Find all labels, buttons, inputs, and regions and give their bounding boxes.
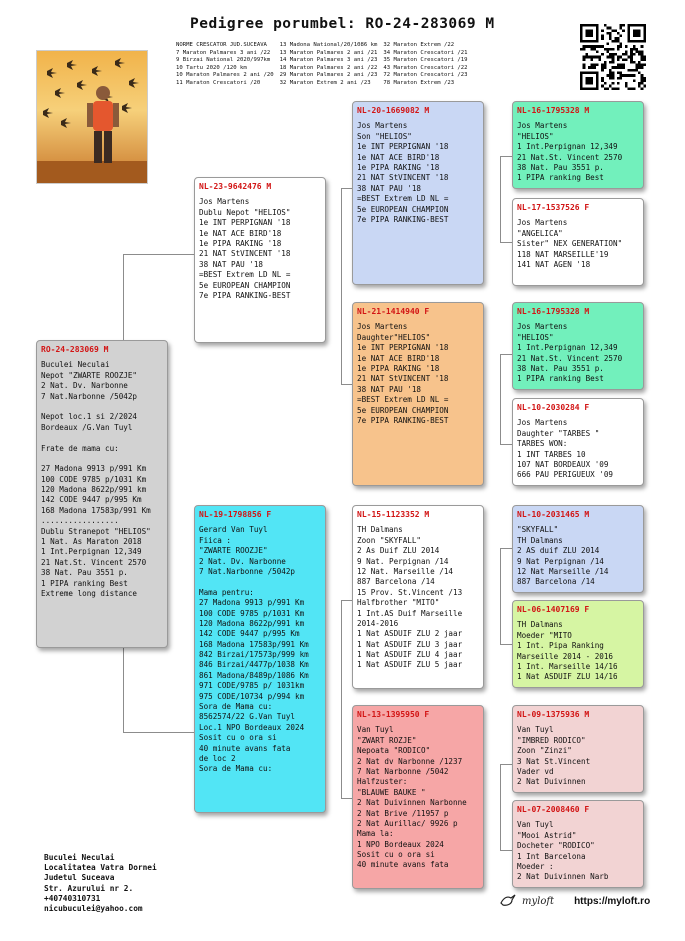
pigeon-card-main[interactable] [36, 340, 168, 648]
pedigree-line: 2 Nat Aurillac/ 9926 p [357, 818, 458, 828]
connector-line [500, 444, 512, 445]
pedigree-line: Zoon "SKYFALL" [357, 535, 422, 545]
pedigree-line: Dublu Nepot "HELIOS" [199, 207, 291, 217]
pedigree-line: de loc 2 [199, 754, 236, 763]
pedigree-line: Mama la: [357, 829, 394, 839]
results-line: 9 Birzai National 2020/997km [176, 57, 271, 64]
connector-line [341, 188, 342, 384]
pedigree-line: 2 Nat dv Narbonne /1237 [357, 756, 463, 766]
pedigree-line: "HELIOS" [517, 332, 554, 342]
pigeon-card-dam-dam-dam[interactable] [512, 800, 644, 888]
pedigree-line: 141 NAT AGEN '18 [517, 259, 591, 269]
pedigree-line: 21 Nat.St. Vincent 2570 [517, 353, 623, 363]
ring-number: NL-17-1537526 F [517, 203, 590, 212]
ring-number: RO-24-283069 M [41, 345, 109, 354]
connector-line [500, 764, 512, 765]
pedigree-line: 7e PIPA RANKING-BEST [357, 214, 449, 224]
pedigree-line: 666 PAU PERIGUEUX '09 [517, 470, 614, 480]
pedigree-line: 1 Int.Perpignan 12,349 [41, 547, 142, 557]
pedigree-line: 1 Int. Pipa Ranking [517, 641, 604, 651]
connector-line [500, 548, 501, 644]
pedigree-line: 7 Nat.Narbonne /5042p [41, 391, 138, 401]
pedigree-line: 9 Nat Perpignan /14 [517, 556, 604, 566]
pigeon-card-dam[interactable] [194, 505, 326, 813]
pigeon-card-sire-sire-dam[interactable] [512, 198, 644, 286]
ring-number: NL-06-1407169 F [517, 605, 590, 614]
pedigree-line: "HELIOS" [517, 131, 554, 141]
pedigree-line: 120 Madona 8622p/991 km [199, 618, 305, 628]
pigeon-card-dam-sire-sire[interactable] [512, 505, 644, 593]
results-line: 10 Maraton Palmares 2 ani /20 [176, 72, 274, 79]
pedigree-line: Bordeaux /G.Van Tuyl [41, 422, 133, 432]
pedigree-line: Fiica : [199, 535, 232, 545]
connector-line [123, 254, 194, 255]
pedigree-line: Mama pentru: [199, 587, 254, 597]
pedigree-line: Loc.1 NPO Bordeaux 2024 [199, 722, 305, 732]
connector-line [341, 600, 352, 601]
pedigree-line: Sister" NEX GENERATION" [517, 239, 623, 249]
results-line: 32 Maraton Extrem /22 [383, 42, 455, 48]
ring-number: NL-19-1798856 F [199, 510, 272, 519]
pedigree-line: =BEST Extrem LD NL = [199, 270, 291, 280]
results-line: 35 Maraton Crescatori /19 [383, 57, 468, 64]
pedigree-line: 21 NAT StVINCENT '18 [199, 249, 291, 259]
pedigree-line: 846 Birzai/4477p/1038 Km [199, 660, 309, 670]
pedigree-line: 21 NAT StVINCENT '18 [357, 374, 449, 384]
pedigree-line: 1 PIPA ranking Best [517, 374, 604, 384]
owner-photo [36, 50, 148, 184]
pedigree-line: Jos Martens [517, 322, 568, 332]
pedigree-line: Jos Martens [517, 418, 568, 428]
brand-footer [500, 894, 650, 908]
pedigree-line: 1e INT PERPIGNAN '18 [357, 142, 449, 152]
brand-url-link[interactable]: https://myloft.ro [574, 895, 651, 907]
results-line: 29 Maraton Palmares 2 ani /23 [279, 72, 378, 79]
pedigree-line: Dublu Stranepot "HELIOS" [41, 526, 151, 536]
pedigree-line [41, 454, 163, 464]
pedigree-line: 1 PIPA ranking Best [517, 173, 604, 183]
pigeon-card-sire-dam[interactable] [352, 302, 484, 486]
pedigree-line: 1 Nat ASDUIF ZLU 4 jaar [357, 650, 463, 660]
pedigree-line: 2 Nat Duivinnen Narb [517, 872, 609, 882]
pedigree-line: Extreme long distance [41, 589, 138, 598]
pedigree-line: 1e NAT ACE BIRD'18 [357, 152, 440, 162]
results-line: 13 Maraton Palmares 2 ani /21 [279, 49, 378, 56]
pedigree-line: 21 Nat.St. Vincent 2570 [41, 557, 147, 567]
ring-number: NL-20-1669082 M [357, 106, 430, 115]
pedigree-line: 975 CODE/10734 p/994 km [199, 691, 305, 701]
pedigree-line: 12 Nat Marseille /14 [517, 566, 609, 576]
pedigree-line: 887 Barcelona /14 [357, 577, 435, 587]
pedigree-line: 7 Nat Narbonne /5042 [357, 766, 449, 776]
pedigree-line: 1e PIPA RAKING '18 [357, 363, 440, 373]
pedigree-line: TH Dalmans [517, 620, 563, 630]
ring-number: NL-23-9642476 M [199, 182, 272, 191]
pedigree-line: "SKYFALL" [517, 525, 559, 535]
connector-line [341, 188, 352, 189]
pedigree-line: Nepoata "RODICO" [357, 746, 431, 756]
pedigree-line: Zoon "Zinzi" [517, 746, 572, 756]
ring-number: NL-21-1414940 F [357, 307, 430, 316]
pedigree-line: Son "HELIOS" [357, 131, 412, 141]
pedigree-line: Frate de mama cu: [41, 443, 119, 453]
results-line: 18 Maraton Palmares 2 ani /22 [279, 64, 378, 71]
connector-line [341, 798, 352, 799]
pigeon-card-sire-dam-dam[interactable] [512, 398, 644, 486]
connector-line [341, 600, 342, 798]
ring-number: NL-10-2030284 F [517, 403, 590, 412]
pigeon-card-dam-dam-sire[interactable] [512, 705, 644, 793]
pedigree-line: Halfbrother "MITO" [357, 598, 440, 608]
pedigree-line: 2 AS duif ZLU 2014 [517, 546, 600, 556]
connector-line [500, 156, 512, 157]
page-title: Pedigree porumbel: RO-24-283069 M [190, 16, 495, 32]
pedigree-line: 38 NAT PAU '18 [357, 183, 422, 193]
pedigree-line [41, 402, 163, 412]
ring-number: NL-16-1795328 M [517, 307, 590, 316]
pedigree-line: TH Dalmans [517, 535, 563, 545]
qr-code-icon[interactable] [580, 24, 646, 90]
pedigree-line: TARBES WON: [517, 439, 568, 449]
pedigree-line: 5e EUROPEAN CHAMPION [357, 204, 449, 214]
pedigree-line: 1 INT TARBES 10 [517, 449, 586, 459]
pigeon-card-sire-sire[interactable] [352, 101, 484, 285]
pedigree-line: Daughter"HELIOS" [357, 332, 431, 342]
brand-logo-text: myloft [522, 895, 555, 907]
pedigree-line: 1e INT PERPIGNAN '18 [199, 218, 291, 228]
pedigree-line: 1 Int Barcelona [517, 851, 586, 861]
pedigree-line: Gerard Van Tuyl [199, 525, 268, 535]
pedigree-line: 1 Int.Perpignan 12,349 [517, 142, 618, 152]
pedigree-line: 1 Nat ASDUIF ZLU 2 jaar [357, 629, 463, 639]
pedigree-line: 1 PIPA ranking Best [41, 578, 128, 588]
pigeon-card-dam-sire[interactable] [352, 505, 484, 689]
pedigree-line [41, 433, 163, 443]
pedigree-line: Buculei Neculai [41, 360, 110, 370]
pedigree-line: 100 CODE 9785 p/1031 Km [41, 474, 147, 484]
pedigree-line: Vader vd [517, 766, 554, 776]
pedigree-line: 1 Int.AS Duif Marseille [357, 608, 463, 618]
pigeon-card-sire-dam-sire[interactable] [512, 302, 644, 390]
pedigree-line: 7e PIPA RANKING-BEST [357, 415, 449, 425]
pedigree-line: 1e PIPA RAKING '18 [199, 238, 282, 248]
pedigree-line: 2 Nat. Dv. Narbonne [199, 556, 286, 566]
pigeon-card-dam-dam[interactable] [352, 705, 484, 889]
pigeon-card-sire[interactable] [194, 177, 326, 343]
pedigree-line: "ANGELICA" [517, 228, 563, 238]
owner-locality: Localitatea Vatra Dornei [44, 863, 157, 873]
pedigree-line: 107 NAT BORDEAUX '09 [517, 459, 609, 469]
pedigree-line: 38 Nat. Pau 3551 p. [41, 568, 128, 578]
ring-number: NL-16-1795328 M [517, 106, 590, 115]
results-line: 72 Maraton Crescatori /23 [383, 72, 468, 79]
pedigree-line: 5e EUROPEAN CHAMPION [357, 405, 449, 415]
pedigree-line: 2 As Duif ZLU 2014 [357, 546, 440, 556]
owner-email[interactable]: nicubuculei@yahoo.com [44, 903, 143, 913]
results-line: 10 Tartu 2020 /120 km [176, 64, 247, 71]
pedigree-line: 142 CODE 9447 p/995 Km [41, 495, 142, 505]
pedigree-line: 38 NAT PAU '18 [199, 259, 264, 269]
pedigree-line: 1e PIPA RAKING '18 [357, 162, 440, 172]
results-line: 43 Maraton Crescatori /22 [383, 64, 468, 71]
pedigree-line: Jos Martens [517, 218, 568, 228]
pedigree-line: 2014-2016 [357, 618, 399, 628]
pedigree-line: Jos Martens [517, 121, 568, 131]
results-line: 13 Madona National/20/1086 km [279, 42, 378, 48]
pedigree-line: 168 Madona 17583p/991 Km [41, 505, 151, 515]
owner-contact [44, 853, 157, 914]
pigeon-logo-icon [500, 894, 516, 908]
pedigree-line: 120 Madona 8622p/991 km [41, 485, 147, 495]
pedigree-line: 5e EUROPEAN CHAMPION [199, 280, 291, 290]
pedigree-line: Daughter "TARBES " [517, 428, 600, 438]
results-line: 11 Maraton Crescatori /20 [176, 79, 261, 86]
pedigree-line: 1 Int. Marseille 14/16 [517, 661, 618, 671]
pedigree-line: 40 minute avans fata [357, 860, 449, 870]
pedigree-line: 40 minute avans fata [199, 743, 291, 753]
results-line: 32 Maraton Extrem 2 ani /23 [279, 79, 371, 86]
pedigree-line: 38 Nat. Pau 3551 p. [517, 162, 604, 172]
pedigree-line: 842 Birzai/17573p/999 km [199, 650, 309, 660]
pedigree-line: "ZWART ROZJE" [357, 735, 417, 745]
pedigree-line: 2 Nat Duivinnen [517, 777, 586, 787]
pedigree-line: 2 Nat Brive /11957 p [357, 808, 449, 818]
connector-line [500, 644, 512, 645]
pedigree-line: 1 Nat. As Maraton 2018 [41, 537, 142, 547]
pedigree-line: "Mooi Astrid" [517, 830, 577, 840]
pedigree-line: 8562574/22 G.Van Tuyl [199, 712, 296, 722]
pedigree-line: Marseille 2014 - 2016 [517, 651, 614, 661]
ring-number: NL-13-1395950 F [357, 710, 430, 719]
connector-line [123, 732, 194, 733]
connector-line [341, 384, 352, 385]
owner-street: Str. Azurului nr 2. [44, 883, 134, 893]
pedigree-line: 142 CODE 9447 p/995 Km [199, 629, 300, 639]
pedigree-line: Nepot loc.1 si 2/2024 [41, 412, 138, 422]
results-column [383, 42, 467, 88]
pedigree-line: 1 Nat ASDUIF ZLU 14/16 [517, 672, 618, 682]
pedigree-line: Sora de Mama cu: [199, 764, 273, 774]
ring-number: NL-07-2008460 F [517, 805, 590, 814]
pedigree-line: 21 NAT StVINCENT '18 [357, 173, 449, 183]
pedigree-line: Sosit cu o ora si [357, 850, 435, 860]
pedigree-line: 1e NAT ACE BIRD'18 [199, 228, 282, 238]
pedigree-line: 21 Nat.St. Vincent 2570 [517, 152, 623, 162]
results-table [176, 42, 468, 88]
pedigree-line: 1 Int.Perpignan 12,349 [517, 343, 618, 353]
connector-line [500, 354, 501, 444]
results-line: NORME CRESCATOR JUD.SUCEAVA [176, 42, 267, 48]
results-line: 78 Maraton Extrem /23 [383, 79, 455, 86]
pedigree-line: Jos Martens [357, 322, 408, 332]
pedigree-line: 861 Madona/8489p/1086 Km [199, 670, 309, 680]
pedigree-line: Moeder : [517, 861, 554, 871]
pedigree-line: "BLAUWE BAUKE " [357, 787, 426, 797]
connector-line [500, 242, 512, 243]
pedigree-line: 9 Nat. Perpignan /14 [357, 556, 449, 566]
pedigree-line: 118 NAT MARSEILLE'19 [517, 249, 609, 259]
pedigree-line: =BEST Extrem LD NL = [357, 194, 449, 204]
connector-line [500, 764, 501, 850]
pedigree-line: 27 Madona 9913 p/991 Km [41, 464, 147, 474]
pedigree-line: Sora de Mama cu: [199, 702, 273, 712]
pigeon-card-sire-sire-sire[interactable] [512, 101, 644, 189]
owner-county: Judetul Suceava [44, 873, 115, 883]
pedigree-line: 1e INT PERPIGNAN '18 [357, 343, 449, 353]
pedigree-line: "ZWARTE ROOZJE" [199, 546, 268, 556]
pedigree-line: Docheter "RODICO" [517, 841, 595, 851]
ring-number: NL-09-1375936 M [517, 710, 590, 719]
results-line: 14 Maraton Palmares 3 ani /23 [279, 57, 378, 64]
pedigree-line: Sosit cu o ora si [199, 733, 277, 743]
pedigree-line: TH Dalmans [357, 525, 403, 535]
pedigree-line: Van Tuyl [517, 725, 554, 735]
ring-number: NL-15-1123352 M [357, 510, 430, 519]
pedigree-line: 3 Nat St.Vincent [517, 756, 591, 766]
pedigree-line: Jos Martens [357, 121, 408, 131]
pedigree-line: 15 Prov. St.Vincent /13 [357, 587, 463, 597]
pedigree-line: 887 Barcelona /14 [517, 577, 595, 587]
ring-number: NL-10-2031465 M [517, 510, 590, 519]
pedigree-line: Jos Martens [199, 197, 250, 207]
owner-phone: +40740310731 [44, 893, 101, 903]
connector-line [500, 156, 501, 242]
pedigree-line: 7e PIPA RANKING-BEST [199, 290, 291, 300]
results-column [176, 42, 274, 88]
results-column [280, 42, 378, 88]
connector-line [500, 850, 512, 851]
pedigree-line: 38 NAT PAU '18 [357, 384, 422, 394]
pedigree-line: 1 Nat ASDUIF ZLU 3 jaar [357, 639, 463, 649]
pedigree-line: Halfzuster: [357, 777, 408, 787]
pedigree-line: 2 Nat Duivinnen Narbonne [357, 798, 467, 808]
pedigree-line: 1 NPO Bordeaux 2024 [357, 839, 444, 849]
pedigree-line: 1 Nat ASDUIF ZLU 5 jaar [357, 660, 463, 670]
pedigree-line: ................. [41, 516, 119, 526]
pedigree-line: 168 Madona 17583p/991 Km [199, 639, 309, 649]
pedigree-line: Moeder "MITO [517, 630, 572, 640]
pedigree-line: 2 Nat. Dv. Narbonne [41, 381, 128, 391]
connector-line [500, 548, 512, 549]
pigeon-card-dam-sire-dam[interactable] [512, 600, 644, 688]
pedigree-line: =BEST Extrem LD NL = [357, 395, 449, 405]
pedigree-line: 27 Madona 9913 p/991 Km [199, 598, 305, 608]
pedigree-line: Van Tuyl [357, 725, 394, 735]
pedigree-line [199, 577, 321, 587]
results-line: 34 Maraton Crescatori /21 [383, 49, 468, 56]
pedigree-line: Van Tuyl [517, 820, 554, 830]
pedigree-line: 7 Nat.Narbonne /5042p [199, 566, 296, 576]
pedigree-line: 38 Nat. Pau 3551 p. [517, 363, 604, 373]
owner-name: Buculei Neculai [44, 853, 115, 862]
pedigree-line: Nepot "ZWARTE ROOZJE" [41, 370, 138, 380]
pedigree-line: "IMBRED RODICO" [517, 735, 586, 745]
connector-line [500, 354, 512, 355]
pedigree-line: 1e NAT ACE BIRD'18 [357, 353, 440, 363]
pedigree-line: 12 Nat. Marseille /14 [357, 566, 454, 576]
pedigree-line: 100 CODE 9785 p/1031 Km [199, 608, 305, 618]
results-line: 7 Maraton Palmares 3 ani /22 [176, 49, 271, 56]
pedigree-line: 971 CODE/9785 p/ 1031km [199, 681, 305, 691]
